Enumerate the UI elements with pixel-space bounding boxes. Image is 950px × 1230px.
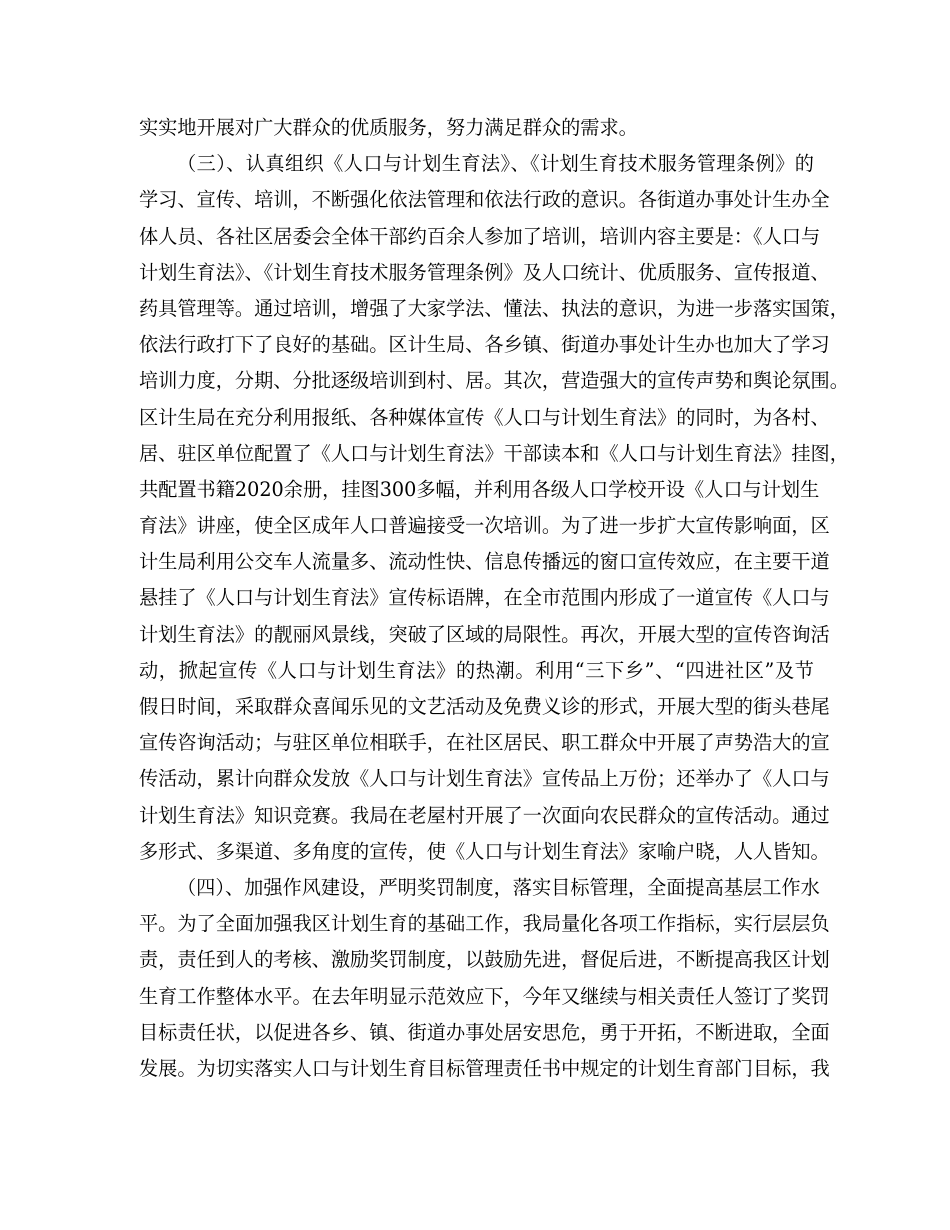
text-line: 目标责任状，以促进各乡、镇、街道办事处居安思危，勇于开拓，不断进取，全面: [139, 1020, 830, 1044]
text-line: 共配置书籍2020余册，挂图300多幅，并利用各级人口学校开设《人口与计划生: [139, 477, 820, 501]
section-heading-3: （三）、认真组织《人口与计划生育法》、《计划生育技术服务管理条例》的: [177, 152, 814, 176]
text-line: 依法行政打下了良好的基础。区计生局、各乡镇、街道办事处计生办也加大了学习: [139, 333, 830, 357]
text-line: 传活动，累计向群众发放《人口与计划生育法》宣传品上万份；还举办了《人口与: [139, 767, 830, 791]
text-line: 悬挂了《人口与计划生育法》宣传标语牌，在全市范围内形成了一道宣传《人口与: [139, 586, 830, 610]
text-line: 多形式、多渠道、多角度的宣传，使《人口与计划生育法》家喻户晓，人人皆知。: [139, 839, 830, 863]
document-body: [139, 110, 849, 1087]
text-line: 体人员、各社区居委会全体干部约百余人参加了培训，培训内容主要是：《人口与: [139, 224, 821, 248]
text-line: 居、驻区单位配置了《人口与计划生育法》干部读本和《人口与计划生育法》挂图，: [139, 441, 849, 465]
section-heading-4: （四）、加强作风建设，严明奖罚制度，落实目标管理，全面提高基层工作水: [177, 875, 820, 899]
text-line: 责，责任到人的考核、激励奖罚制度，以鼓励先进，督促后进，不断提高我区计划: [139, 948, 830, 972]
text-line: 计划生育法》知识竞赛。我局在老屋村开展了一次面向农民群众的宣传活动。通过: [139, 803, 830, 827]
text-line: 假日时间，采取群众喜闻乐见的文艺活动及免费义诊的形式，开展大型的街头巷尾: [139, 695, 830, 718]
text-line: 计划生育法》的靓丽风景线，突破了区域的局限性。再次，开展大型的宣传咨询活: [139, 622, 830, 646]
text-line: 动，掀起宣传《人口与计划生育法》的热潮。利用“三下乡”、“四进社区”及节: [139, 658, 814, 682]
text-line: 生育工作整体水平。在去年明显示范效应下，今年又继续与相关责任人签订了奖罚: [139, 984, 830, 1008]
text-line: 计划生育法》、《计划生育技术服务管理条例》及人口统计、优质服务、宣传报道、: [139, 260, 830, 284]
text-line: 平。为了全面加强我区计划生育的基础工作，我局量化各项工作指标，实行层层负: [139, 912, 830, 936]
text-line: 实实地开展对广大群众的优质服务，努力满足群众的需求。: [139, 116, 638, 139]
text-line: 宣传咨询活动；与驻区单位相联手，在社区居民、职工群众中开展了声势浩大的宣: [139, 731, 830, 755]
text-line: 学习、宣传、培训，不断强化依法管理和依法行政的意识。各街道办事处计生办全: [139, 188, 830, 212]
text-line: 发展。为切实落实人口与计划生育目标管理责任书中规定的计划生育部门目标，我: [139, 1056, 830, 1080]
text-line: 药具管理等。通过培训，增强了大家学法、懂法、执法的意识，为进一步落实国策，: [139, 296, 849, 320]
text-line: 区计生局在充分利用报纸、各种媒体宣传《人口与计划生育法》的同时，为各村、: [139, 405, 830, 429]
text-line: 育法》讲座，使全区成年人口普遍接受一次培训。为了进一步扩大宣传影响面，区: [139, 514, 830, 538]
text-line: 培训力度，分期、分批逐级培训到村、居。其次，营造强大的宣传声势和舆论氛围。: [139, 369, 849, 393]
text-line: 计生局利用公交车人流量多、流动性快、信息传播远的窗口宣传效应，在主要干道: [139, 550, 830, 574]
